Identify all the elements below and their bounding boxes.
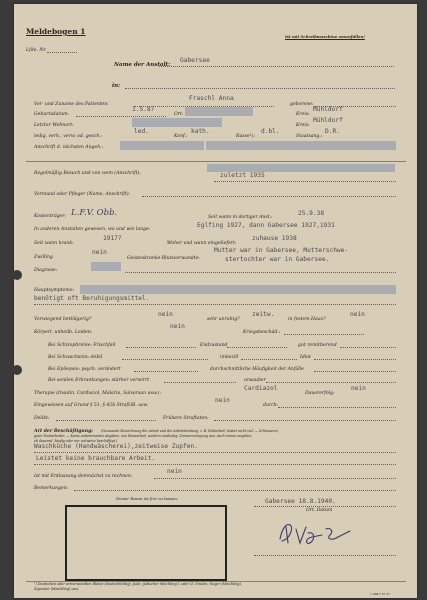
geisteskranke-label: Geisteskranke Blutsverwandte: (127, 256, 200, 261)
eingewiesen-value: nein (215, 397, 230, 404)
ort-datum-label: Ort, Datum (306, 508, 333, 513)
entlassung-label: Ist mit Entlassung demnächst zu rechnen: (34, 474, 133, 479)
zwilling-value: nein (92, 249, 107, 256)
diagnose-label: Diagnose: (34, 268, 58, 273)
bettlaegerig-label: Vorwiegend bettlägerig? (34, 317, 92, 322)
straftaten-label: Frühere Straftaten: (163, 416, 209, 421)
geisteskranke-value-1: Mutter war in Gabersee, Mutterschwe- (214, 247, 349, 254)
redacted-residence (132, 118, 222, 127)
besuch-value: zuletzt 1935 (220, 172, 265, 179)
kreis-value-2: Mühldorf (313, 117, 343, 124)
andere-label: In anderen Anstalten gewesen, wo und wie lange: (34, 227, 151, 232)
haft-value: nein (350, 311, 365, 318)
beschaeftigung-value-2: Leistet keine brauchbare Arbeit. (36, 455, 156, 462)
therapie-value: Cardiazol (244, 385, 278, 392)
redacted-relative-address (120, 141, 204, 150)
footnote-line-1: ¹) Deutschen oder artverwandten Blutes (deutschblütig), Jude, jüdischer Mischling I. oder II. Grades, Neger (Mischling), (34, 582, 242, 586)
seit-wann-value: 25.9.38 (298, 210, 325, 217)
epilepsie-label: Bei Epilepsie: psych. verändert (48, 367, 121, 372)
konf-label: Konf.: (174, 134, 188, 139)
kreis-label: Kreis: (296, 112, 310, 117)
schizo-label: Bei Schizophrenie: Frischfall (48, 343, 116, 348)
bemerkungen-label: Bemerkungen: (34, 486, 69, 491)
form-sheet (14, 4, 417, 598)
schwachsinn-label: Bei Schwachsinn: debil (48, 355, 103, 360)
punch-hole (12, 365, 22, 375)
punch-hole (12, 270, 22, 280)
beschaeftigung-hint-3: ob dauernd, häufig oder nur zeitweise beschäftigt.) (34, 439, 118, 443)
endzustand-label: Endzustand (200, 343, 228, 348)
krank-label: Seit wann krank: (34, 241, 74, 246)
unruhig-label: sehr unruhig? (207, 317, 240, 322)
beschaeftigung-label: Art der Beschäftigung: (34, 429, 94, 434)
koerperlich-label: Körperl. unheilb. Leiden: (34, 330, 93, 335)
form-title: Meldebogen 1 (26, 27, 86, 36)
kreis-label-2: Kreis: (296, 123, 310, 128)
geborene-label: geborene: (290, 102, 314, 107)
typewriter-note: Ist mit Schreibmaschine auszufüllen! (285, 34, 365, 39)
wohnort-label: Letzter Wohnort: (34, 123, 74, 128)
status-value: led. (134, 128, 149, 135)
kreis-value-1: Mühldorf (313, 106, 343, 113)
entlassung-value: nein (167, 468, 182, 475)
hauptsymptome-label: Hauptsymptome: (34, 288, 74, 293)
beschaeftigung-hint-1: (Genaueste Bezeichnung der Arbeit und der Arbeitsleistung, z. B. Feldarbeit, leistet nicht viel. — Schlosserei, (101, 429, 279, 433)
print-mark: 1 4847 35 37 (370, 592, 391, 596)
redacted-birthplace (185, 107, 253, 116)
reserved-space-box (65, 505, 227, 581)
birth-value: 1.5.87 (132, 106, 155, 113)
anschrift-label: Anschrift d. nächsten Angeh.: (34, 145, 104, 150)
haft-label: in festem Haus? (288, 317, 326, 322)
institution-value: Gabersee (180, 57, 210, 64)
beschaeftigung-hint-2: guter Facharbeiter. — Keine unbestimmten Angaben, wie Hausarbeit, sondern eindeutig: Zimmerreinigung usw. Auch immer angeben, (34, 434, 253, 438)
ort-label: Ort: (174, 112, 184, 117)
konf-value: kath. (191, 128, 210, 135)
woher-value: zuhause 1938 (252, 235, 297, 242)
therapie-label: Therapie (Insulin, Cardiazol, Malaria, Salvarsan usw.): (34, 391, 162, 396)
name-value: Fraschl Anna (189, 95, 234, 102)
woher-label: Woher und wann eingeliefert: (167, 241, 237, 246)
name-label: Vor- und Zuname des Patienten: (34, 102, 109, 107)
seit-wann-label: Seit wann in dortiger Anst.: (208, 215, 273, 220)
dauererfolg-label: Dauererfolg: (305, 391, 335, 396)
eingewiesen-label: Eingewiesen auf Grund § 51, § 42b StrafGB. usw. (34, 403, 149, 408)
unsauber-label: unsauber (244, 378, 266, 383)
staatsang-label: Staatsang.: (296, 134, 323, 139)
birth-label: Geburtsdatum: (34, 112, 70, 117)
footnote-line-2: Zigeuner (Mischling) usw. (34, 587, 79, 591)
rasse-value: d.bl. (261, 128, 280, 135)
remittierend-label: gut remittierend (298, 343, 337, 348)
bettlaegerig-value: nein (158, 311, 173, 318)
zwilling-label: Zwilling (34, 255, 53, 260)
institution-label: Name der Anstalt: (114, 62, 171, 68)
imbezill-label: imbezill (220, 355, 239, 360)
kosten-label: Kostenträger: (34, 214, 67, 219)
hauptsymptome-value: benötigt oft Beruhigungsmittel. (34, 295, 150, 302)
kriegsbesch-label: Kriegsbeschäd.: (243, 330, 281, 335)
andere-value: Eglfing 1927, dann Gabersee 1927,1931 (197, 222, 335, 229)
koerperlich-value: nein (170, 323, 185, 330)
rasse-label: Rasse¹): (236, 134, 255, 139)
durch-label: durch: (263, 403, 279, 408)
delikt-label: Delikt: (34, 416, 50, 421)
redacted-symptoms (80, 285, 396, 294)
krank-value: 1917? (103, 235, 122, 242)
ort-datum-value: Gabersee 18.8.1940. (265, 498, 336, 505)
kosten-value-handwritten: L.F.V. Obb. (71, 208, 118, 218)
unruhig-value: zeitw. (252, 311, 275, 318)
redacted-diagnosis (91, 262, 121, 271)
institution-in-label: in: (112, 83, 121, 89)
dauererfolg-value: nein (351, 385, 366, 392)
senil-label: Bei senilen Erkrankungen: stärker verwirrt (48, 378, 150, 383)
status-label: ledig, verh., verw. od. gesch.: (34, 134, 103, 139)
redacted-visitor (207, 164, 395, 172)
idiot-label: Idiot (300, 355, 311, 360)
beschaeftigung-value-1: Waschküche (Handwäscherei),zeitweise Zupfen. (34, 443, 198, 450)
anfaelle-label: durchschnittliche Häufigkeit der Anfälle (210, 367, 304, 372)
besuch-label: Regelmäßig Besuch und von wem (Anschrift): (34, 171, 141, 176)
lfde-nr-label: Lfde. Nr. (26, 48, 47, 53)
geisteskranke-value-2: stertochter war in Gabersee. (225, 256, 330, 263)
redacted-relative-address (206, 141, 396, 150)
reserved-space-label: Dieser Raum ist frei zu lassen. (116, 496, 179, 501)
signature-image (276, 517, 356, 553)
staatsang-value: D.R. (325, 128, 340, 135)
vormund-label: Vormund oder Pfleger (Name, Anschrift): (34, 192, 131, 197)
